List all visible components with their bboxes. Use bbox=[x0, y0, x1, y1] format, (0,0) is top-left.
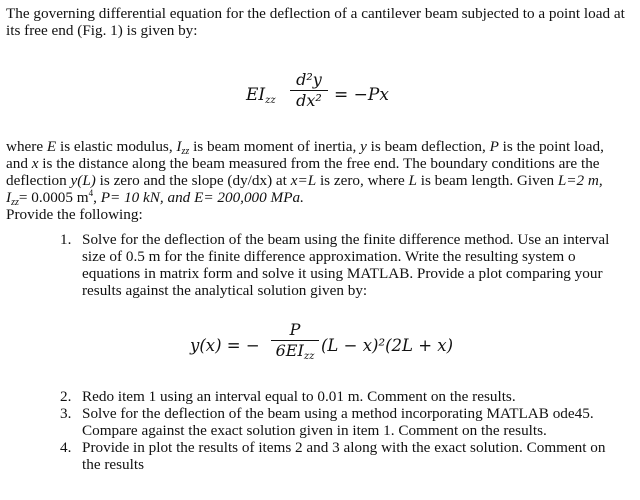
equation2-rhs: (L − x)²(2L + x) bbox=[321, 336, 454, 355]
list-item: 3. Solve for the deflection of the beam using a method incorporating MATLAB ode45. Compare against the exact solution given in item 1. Comment on the results. bbox=[60, 405, 594, 439]
list-item: 1. Solve for the deflection of the beam using the finite difference method. Use an interval size of 0.5 m for the finite difference approximation. Write the resulting system o equations in matrix form and solve it using MATLAB. Provide a plot comparing your results against the analytical solution given by: bbox=[60, 231, 610, 299]
analytical-solution-equation bbox=[6, 319, 628, 371]
task-list-part1 bbox=[6, 231, 626, 299]
equation1-rhs: = −Px bbox=[334, 85, 389, 105]
equation2-lhs: y(x) = − bbox=[190, 336, 260, 355]
equation1-lhs: $EI_{zz}$ bbox=[246, 85, 276, 106]
equation1-fraction bbox=[290, 71, 328, 110]
document bbox=[6, 5, 628, 473]
equation1-numerator: d²y bbox=[296, 70, 322, 89]
equation1-denominator: dx² bbox=[296, 91, 322, 110]
intro-paragraph: The governing differential equation for the deflection of a cantilever beam subjected to a point load at its free end (Fig. 1) is given by: bbox=[6, 5, 625, 39]
equation2-denominator: $6EI_{zz}$ bbox=[275, 341, 315, 362]
equation2-numerator: P bbox=[289, 320, 301, 339]
list-item: 4. Provide in plot the results of items 2 and 3 along with the exact solution. Comment on the results bbox=[60, 439, 606, 473]
provide-line: Provide the following: bbox=[6, 206, 143, 223]
equation2-fraction bbox=[271, 321, 319, 360]
task-list-part2 bbox=[6, 388, 626, 473]
list-item: 2. Redo item 1 using an interval equal to 0.01 m. Comment on the results. bbox=[60, 388, 516, 405]
definitions-paragraph: where E is elastic modulus, $I_{zz}$ is beam moment of inertia, y is beam deflection, P is the point load, and x is the distance along the beam measured from the free end. The boundary conditions are the deflection y(L) is zero and the slope (dy/dx) at x=L is zero, where L is beam length. Given L=2 m, $I_{zz}= 0.0005$ $m^4$, P= 10 kN, and E= 200,000 MPa. Provide the following: bbox=[6, 138, 626, 223]
governing-equation bbox=[6, 65, 628, 125]
